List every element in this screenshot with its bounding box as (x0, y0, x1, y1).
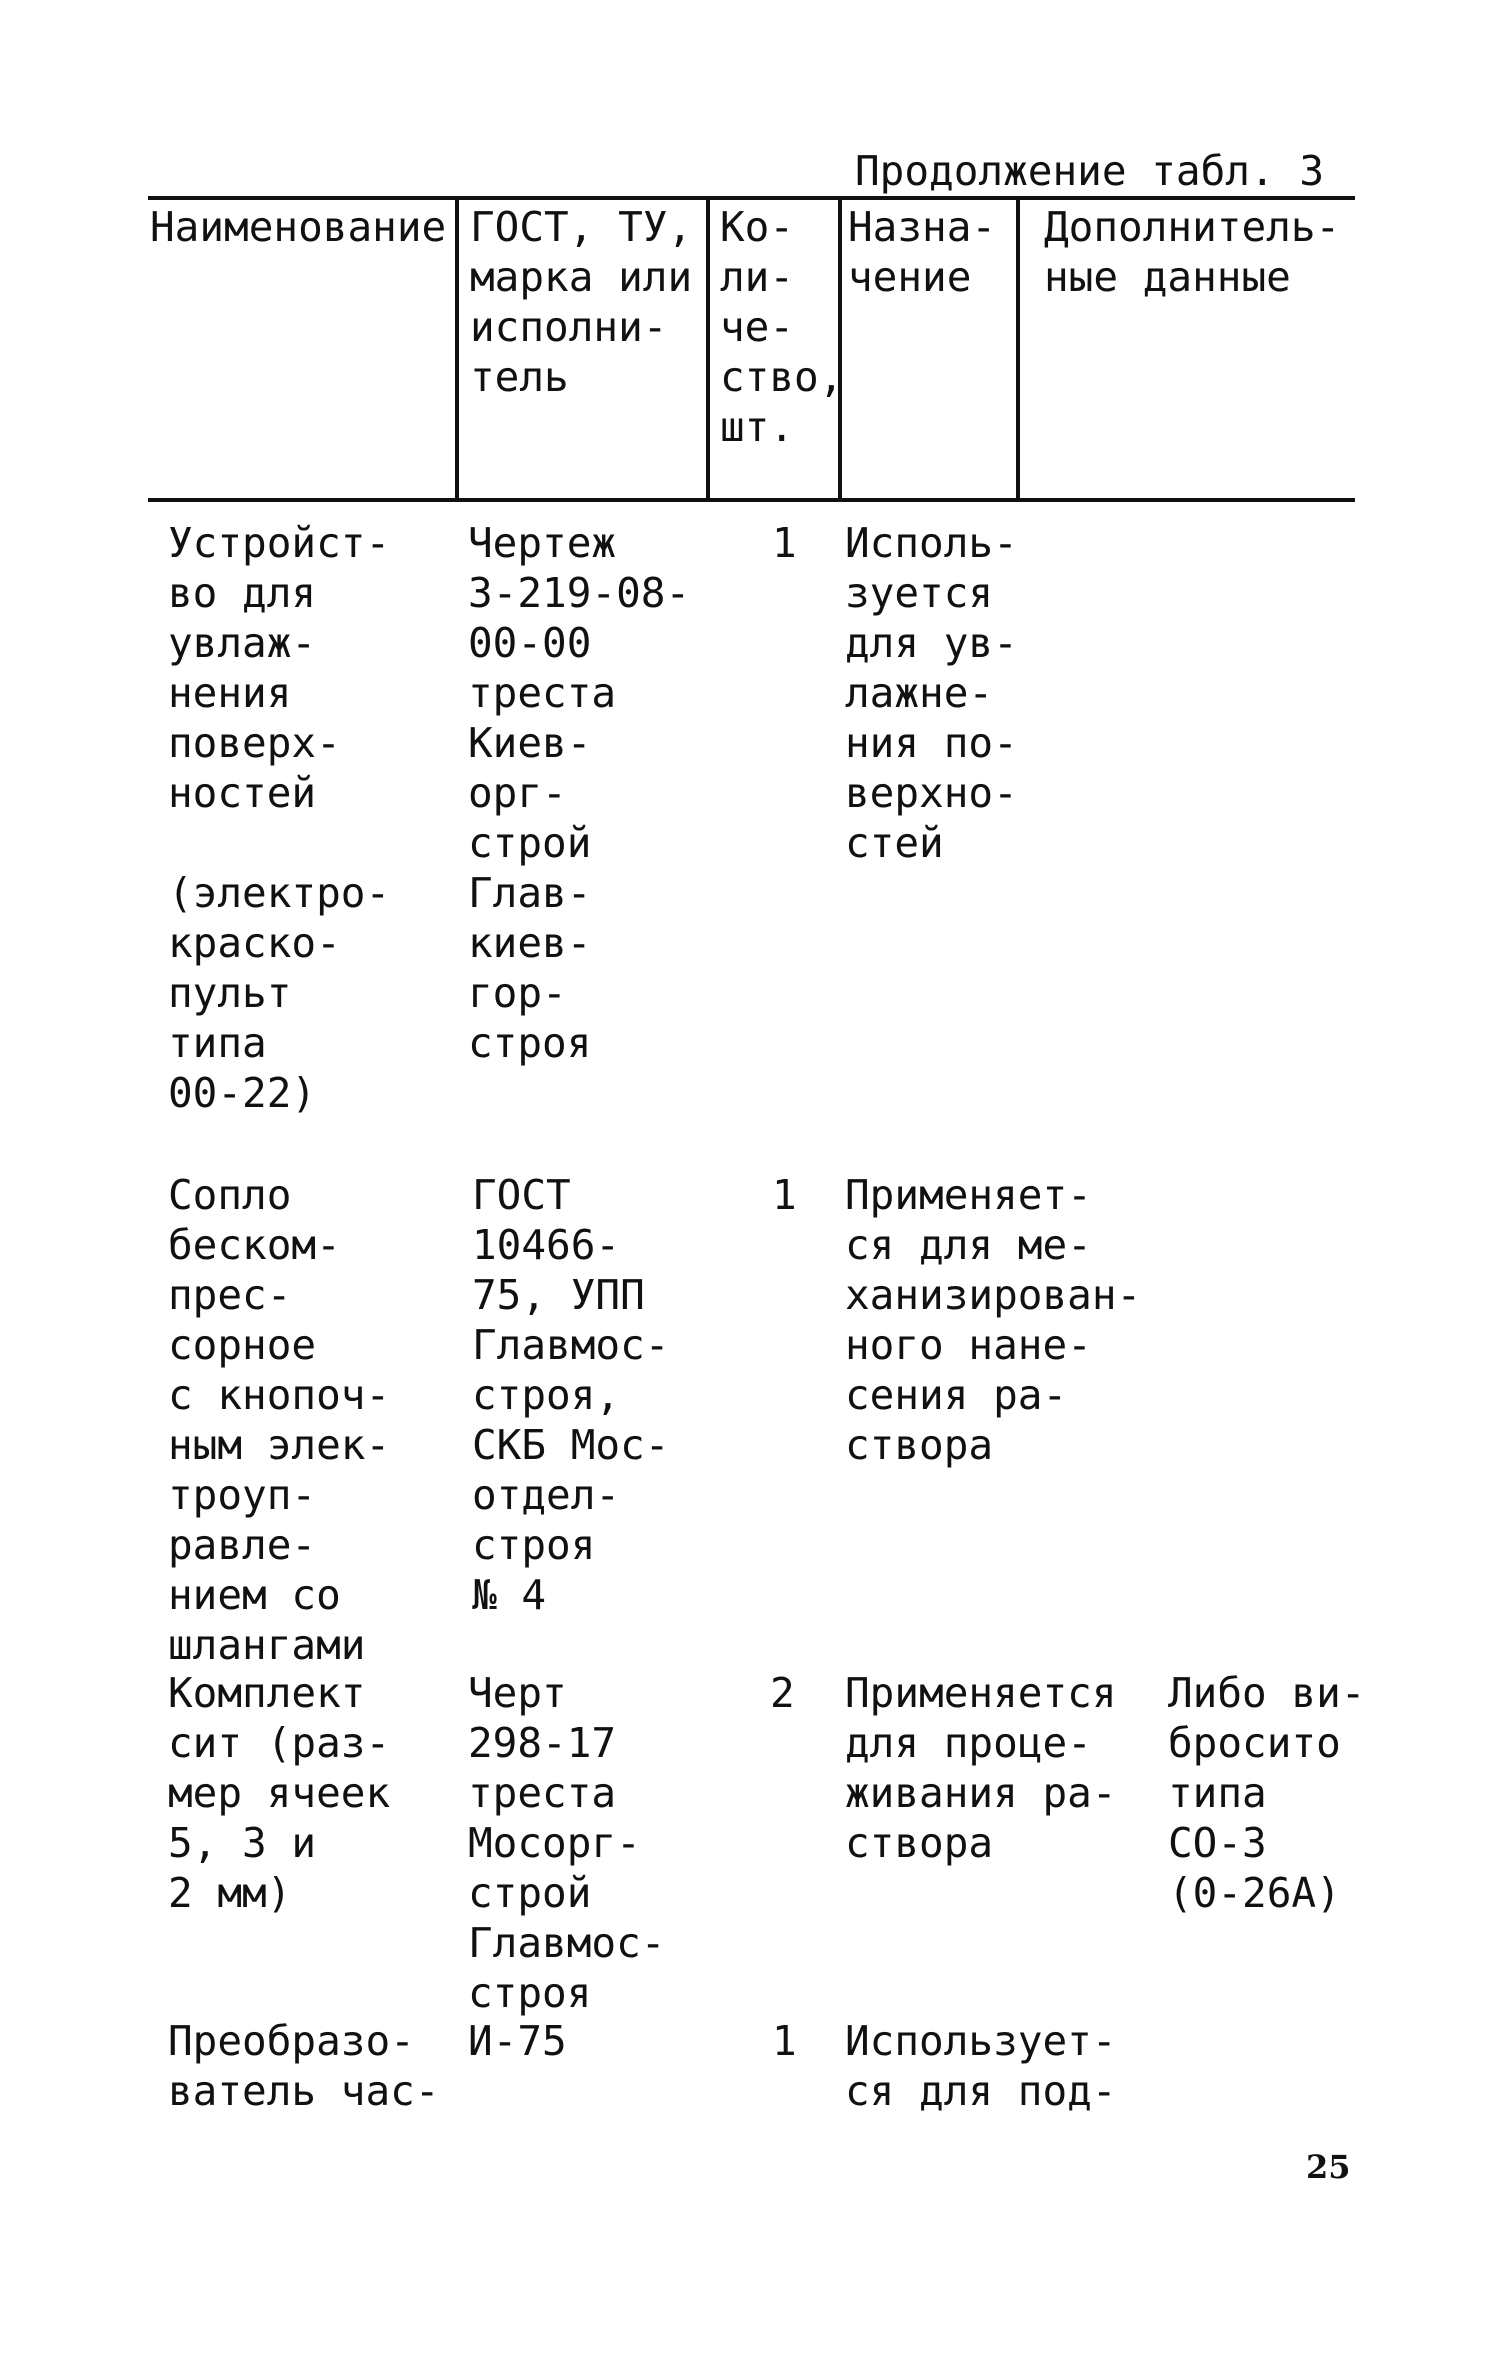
row3-purpose: Применяется для проце- живания ра- створа (845, 1669, 1117, 1867)
page-number: 25 (1306, 2148, 1351, 2186)
row2-name: Сопло беском- прес- сорное с кнопоч- ным элек- троуп- равле- нием со шлангами (168, 1171, 391, 1669)
header-divider-2 (706, 198, 710, 498)
row1-gost: Чертеж 3-219-08- 00-00 треста Киев- орг- строй Глав- киев- гор- строя (468, 519, 691, 1067)
row2-purpose: Применяет- ся для ме- ханизирован- ного нане- сения ра- створа (845, 1171, 1142, 1469)
row4-purpose: Использует- ся для под- (845, 2017, 1117, 2115)
table-header-bottom-rule (148, 498, 1355, 502)
row1-name: Устройст- во для увлаж- нения поверх- ностей (электро- краско- пульт типа 00-22) (168, 519, 391, 1117)
header-extra: Дополнитель- ные данные (1044, 203, 1341, 301)
row3-qty: 2 (770, 1669, 795, 1717)
row4-qty: 1 (772, 2017, 797, 2065)
header-gost: ГОСТ, ТУ, марка или исполни- тель (470, 203, 693, 401)
row3-gost: Черт 298-17 треста Мосорг- строй Главмос- строя (468, 1669, 666, 2017)
header-divider-4 (1016, 198, 1020, 498)
header-name: Наименование (150, 203, 447, 251)
row1-purpose: Исполь- зуется для ув- лажне- ния по- верхно- стей (845, 519, 1018, 867)
row3-name: Комплект сит (раз- мер ячеек 5, 3 и 2 мм) (168, 1669, 391, 1917)
row2-gost: ГОСТ 10466- 75, УПП Главмос- строя, СКБ Мос- отдел- строя № 4 (472, 1171, 670, 1619)
row3-extra: Либо ви- бросито типа СО-3 (0-26А) (1168, 1669, 1366, 1917)
row4-gost: И-75 (468, 2017, 567, 2065)
row2-qty: 1 (772, 1171, 797, 1219)
table-top-rule (148, 196, 1355, 200)
header-purpose: Назна- чение (848, 203, 997, 301)
row4-name: Преобразо- ватель час- (168, 2017, 440, 2115)
header-qty: Ко- ли- че- ство, шт. (720, 203, 844, 451)
table-caption: Продолжение табл. 3 (855, 147, 1324, 195)
row1-qty: 1 (772, 519, 797, 567)
header-divider-1 (455, 198, 459, 498)
